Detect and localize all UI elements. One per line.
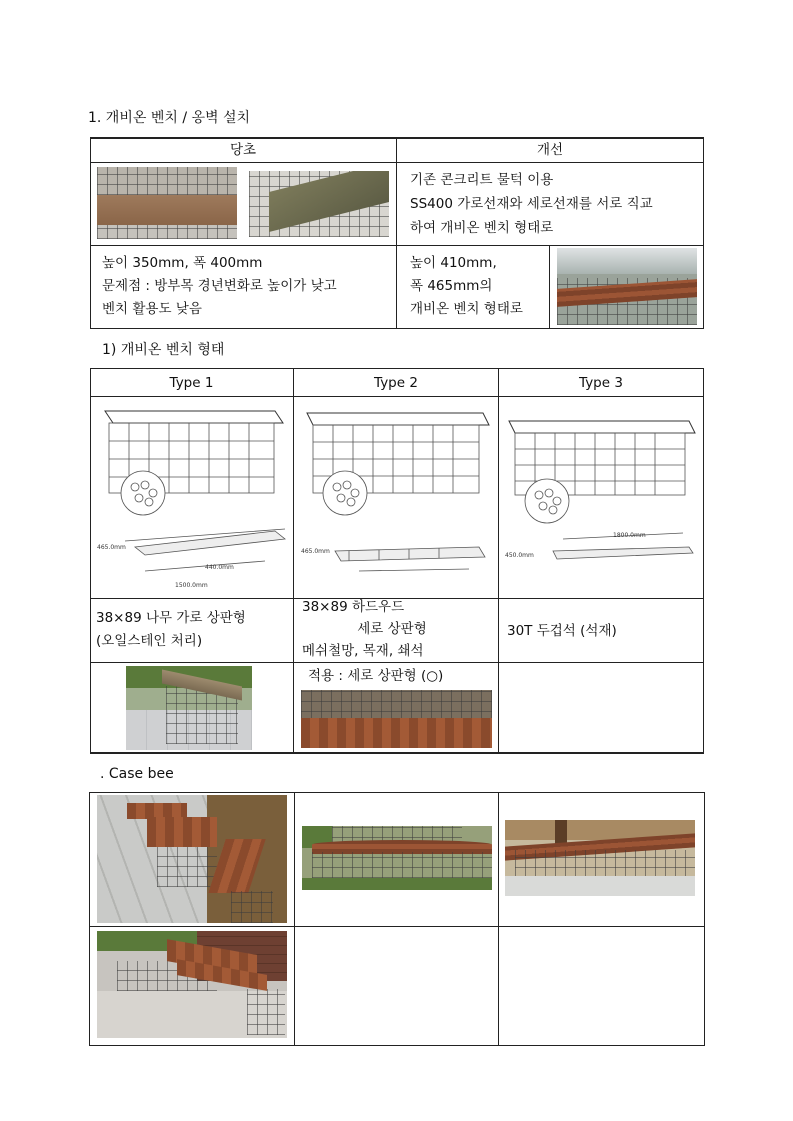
type3-desc: 30T 두겁석 (석재): [507, 623, 617, 639]
diagram-type-1: [95, 401, 290, 596]
dim-label: 465.0mm: [301, 548, 330, 555]
orig-line-1: 높이 350mm, 폭 400mm: [102, 255, 263, 271]
types-table: [90, 368, 704, 754]
type2-desc-2: 세로 상판형: [357, 621, 427, 637]
photo-improved-bench: [557, 248, 697, 325]
case-photo-2: [302, 826, 492, 890]
diagram-type-2: [299, 401, 494, 596]
improve-line-3: 하여 개비온 벤치 형태로: [410, 220, 554, 236]
subsection-title: 1) 개비온 벤치 형태: [102, 342, 225, 358]
orig-line-3: 벤치 활용도 낮음: [102, 301, 202, 317]
photo-type1-bench: [126, 666, 252, 750]
comparison-table: [90, 137, 704, 329]
header-original: 당초: [229, 142, 257, 158]
case-photo-4: [97, 931, 287, 1038]
type1-desc-1: 38×89 나무 가로 상판형: [96, 610, 246, 626]
case-photo-3: [505, 820, 695, 896]
improve-line-1: 기존 콘크리트 물턱 이용: [410, 172, 554, 188]
diagram-type-3: [503, 401, 698, 596]
type2-desc-3: 메쉬철망, 목재, 쇄석: [302, 643, 424, 659]
type1-desc-2: (오일스테인 처리): [96, 633, 203, 649]
photo-original-bench-2: [249, 171, 389, 237]
dim-label: 1800.0mm: [613, 532, 646, 539]
applied-label: 적용 : 세로 상판형 (○): [308, 668, 444, 684]
orig-line-2: 문제점 : 방부목 경년변화로 높이가 낮고: [102, 278, 337, 294]
case-photo-1: [97, 795, 287, 923]
header-improved: 개선: [536, 142, 564, 158]
improve-line-2: SS400 가로선재와 세로선재를 서로 직교: [410, 196, 653, 212]
new-line-2: 폭 465mm의: [410, 278, 493, 294]
case-title: . Case bee: [100, 766, 174, 782]
header-type-1: Type 1: [169, 375, 214, 391]
dim-label: 465.0mm: [97, 544, 126, 551]
header-type-3: Type 3: [579, 375, 623, 391]
new-line-3: 개비온 벤치 형태로: [410, 301, 523, 317]
section-title: 1. 개비온 벤치 / 옹벽 설치: [88, 110, 251, 126]
case-table: [89, 792, 705, 1046]
photo-original-bench-1: [97, 167, 237, 239]
dim-label: 440.0mm: [205, 564, 234, 571]
dim-label: 450.0mm: [505, 552, 534, 559]
dim-label: 1500.0mm: [175, 582, 208, 589]
new-line-1: 높이 410mm,: [410, 255, 497, 271]
type2-desc-1: 38×89 하드우드: [302, 599, 405, 615]
photo-type2-bench: [301, 690, 492, 748]
header-type-2: Type 2: [374, 375, 418, 391]
